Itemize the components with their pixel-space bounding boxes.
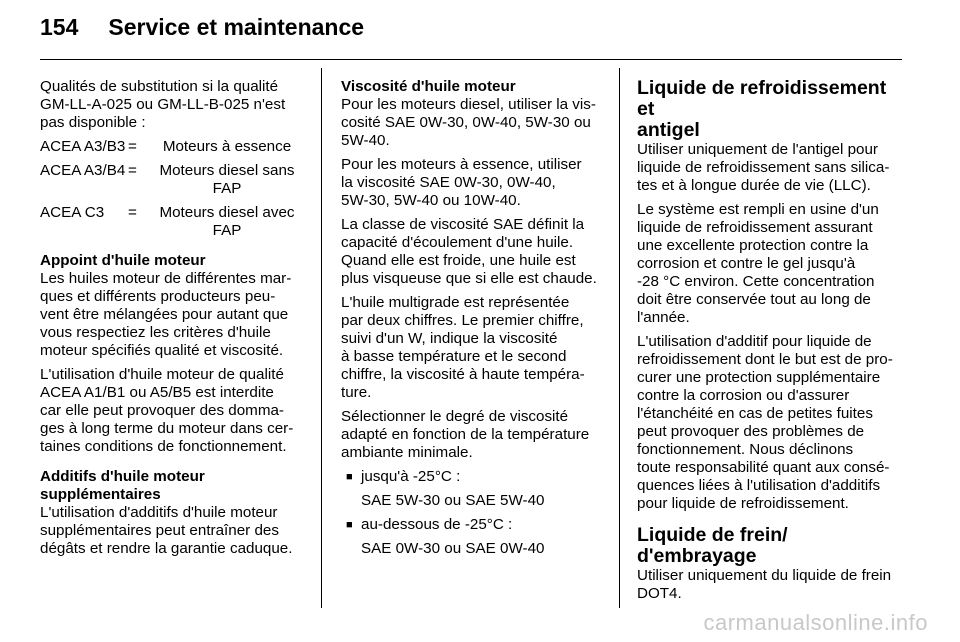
engine-type: [146, 162, 308, 198]
intro-paragraph: [40, 78, 308, 132]
text-line: curer une protection supplémentaire: [637, 369, 881, 386]
text-line: Les huiles moteur de différentes mar-: [40, 270, 292, 287]
text-line: Liquide de refroidissement et: [637, 77, 887, 120]
text-line: refroidissement dont le but est de pro-: [637, 351, 893, 368]
text-line: corrosion et contre le gel jusqu'à: [637, 255, 856, 272]
text-line: L'utilisation d'additifs d'huile moteur: [40, 504, 278, 521]
equals-sign: =: [128, 204, 137, 221]
column-divider-1: [321, 68, 322, 608]
table-row: [40, 138, 308, 156]
text-line: L'utilisation d'additif pour liquide de: [637, 333, 872, 350]
acea-code: ACEA C3: [40, 204, 105, 221]
table-row: [40, 204, 308, 240]
text-line: Sélectionner le degré de viscosité: [341, 408, 569, 425]
viscosite-heading: Viscosité d'huile moteur: [341, 78, 516, 95]
text-line: taines conditions de fonctionnement.: [40, 438, 287, 455]
table-row: [40, 162, 308, 198]
equals-sign: =: [128, 162, 137, 179]
text-line: Le système est rempli en usine d'un: [637, 201, 879, 218]
text-line: Moteurs à essence: [162, 138, 292, 155]
text-line: FAP: [212, 222, 242, 239]
page-header: [40, 14, 364, 50]
text-line: l'année.: [637, 309, 690, 326]
text-line: car elle peut provoquer des domma-: [40, 402, 284, 419]
list-item: [341, 468, 604, 486]
text-line: Utiliser uniquement du liquide de frein: [637, 567, 892, 584]
text-line: chiffre, la viscosité à haute tempéra-: [341, 366, 585, 383]
antigel-paragraph: [637, 141, 905, 195]
additifs-paragraph: [40, 504, 308, 558]
refroidissement-heading: [637, 78, 905, 141]
text-line: Moteurs diesel sans: [159, 162, 295, 179]
appoint-paragraph: [40, 270, 308, 360]
frein-paragraph: [637, 567, 905, 603]
column-1: [40, 78, 308, 564]
text-line: tes et à longue durée de vie (LLC).: [637, 177, 871, 194]
list-item-value: [341, 540, 604, 558]
text-line: Additifs d'huile moteur: [40, 468, 205, 485]
list-item-value: [341, 492, 604, 510]
text-line: supplémentaires peut entraîner des: [40, 522, 279, 539]
viscosite-essence-paragraph: [341, 156, 604, 210]
text-line: Qualités de substitution si la qualité: [40, 78, 279, 95]
text-line: doit être conservée tout au long de: [637, 291, 871, 308]
acea-code: ACEA A3/B4: [40, 162, 126, 179]
additifs-heading: [40, 468, 308, 504]
select-degree-paragraph: [341, 408, 604, 462]
appoint-heading: Appoint d'huile moteur: [40, 252, 206, 269]
text-line: ques et différents producteurs peu-: [40, 288, 276, 305]
text-line: 5W-40.: [341, 132, 390, 149]
text-line: fonctionnement. Nous déclinons: [637, 441, 854, 458]
systeme-paragraph: [637, 201, 905, 327]
text-line: Utiliser uniquement de l'antigel pour: [637, 141, 878, 158]
additif-refroid-paragraph: [637, 333, 905, 513]
watermark: carmanualsonline.info: [703, 610, 928, 635]
text-line: vous respectiez les critères d'huile: [40, 324, 271, 341]
text-line: suivi d'un W, indique la viscosité: [341, 330, 558, 347]
acea-warning-paragraph: [40, 366, 308, 456]
column-divider-2: [619, 68, 620, 608]
text-line: toute responsabilité quant aux consé-: [637, 459, 890, 476]
text-line: à basse température et le second: [341, 348, 567, 365]
text-line: l'étanchéité en cas de petites fuites: [637, 405, 873, 422]
text-line: ture.: [341, 384, 372, 401]
text-line: Moteurs diesel avec: [159, 204, 295, 221]
text-line: vent être mélangées pour autant que: [40, 306, 289, 323]
bullet-value: SAE 5W-30 ou SAE 5W-40: [361, 492, 545, 509]
sae-class-paragraph: [341, 216, 604, 288]
text-line: antigel: [637, 119, 700, 141]
text-line: quences liées à l'utilisation d'additifs: [637, 477, 881, 494]
text-line: cosité SAE 0W-30, 0W-40, 5W-30 ou: [341, 114, 591, 131]
acea-table: [40, 138, 308, 240]
text-line: ACEA A1/B1 ou A5/B5 est interdite: [40, 384, 274, 401]
header-rule: [40, 59, 902, 60]
text-line: une excellente protection contre la: [637, 237, 869, 254]
text-line: pour liquide de refroidissement.: [637, 495, 849, 512]
text-line: contre la corrosion ou d'assurer: [637, 387, 850, 404]
engine-type: [146, 138, 308, 156]
engine-type: [146, 204, 308, 240]
text-line: adapté en fonction de la température: [341, 426, 590, 443]
text-line: ges à long terme du moteur dans cer-: [40, 420, 294, 437]
viscosity-list: [341, 468, 604, 558]
text-line: liquide de refroidissement assurant: [637, 219, 873, 236]
text-line: L'utilisation d'huile moteur de qualité: [40, 366, 284, 383]
page-title: Service et maintenance: [108, 14, 365, 40]
bullet-square-icon: ■: [346, 471, 353, 483]
bullet-value: SAE 0W-30 ou SAE 0W-40: [361, 540, 545, 557]
text-line: FAP: [212, 180, 242, 197]
text-line: -28 °C environ. Cette concentration: [637, 273, 875, 290]
frein-heading: Liquide de frein/ d'embrayage: [637, 524, 788, 567]
text-line: L'huile multigrade est représentée: [341, 294, 570, 311]
text-line: peut provoquer des problèmes de: [637, 423, 865, 440]
bullet-label: jusqu'à -25°C :: [361, 468, 461, 485]
text-line: plus visqueuse que si elle est chaude.: [341, 270, 597, 287]
text-line: ambiante minimale.: [341, 444, 473, 461]
column-3: [637, 78, 905, 609]
text-line: Pour les moteurs à essence, utiliser: [341, 156, 582, 173]
text-line: moteur spécifiés qualité et viscosité.: [40, 342, 284, 359]
text-line: GM-LL-A-025 ou GM-LL-B-025 n'est: [40, 96, 286, 113]
bullet-square-icon: ■: [346, 519, 353, 531]
text-line: DOT4.: [637, 585, 682, 602]
text-line: capacité d'écoulement d'une huile.: [341, 234, 574, 251]
text-line: dégâts et rendre la garantie caduque.: [40, 540, 293, 557]
text-line: Pour les moteurs diesel, utiliser la vis-: [341, 96, 596, 113]
text-line: par deux chiffres. Le premier chiffre,: [341, 312, 584, 329]
text-line: pas disponible :: [40, 114, 146, 131]
text-line: 5W-30, 5W-40 ou 10W-40.: [341, 192, 521, 209]
equals-sign: =: [128, 138, 137, 155]
text-line: La classe de viscosité SAE définit la: [341, 216, 585, 233]
acea-code: ACEA A3/B3: [40, 138, 126, 155]
text-line: liquide de refroidissement sans silica-: [637, 159, 890, 176]
column-2: [341, 78, 604, 564]
text-line: supplémentaires: [40, 486, 161, 503]
text-line: la viscosité SAE 0W-30, 0W-40,: [341, 174, 556, 191]
viscosite-diesel-paragraph: [341, 96, 604, 150]
multigrade-paragraph: [341, 294, 604, 402]
text-line: Quand elle est froide, une huile est: [341, 252, 576, 269]
bullet-label: au-dessous de -25°C :: [361, 516, 513, 533]
list-item: [341, 516, 604, 534]
page-number: 154: [40, 14, 79, 40]
